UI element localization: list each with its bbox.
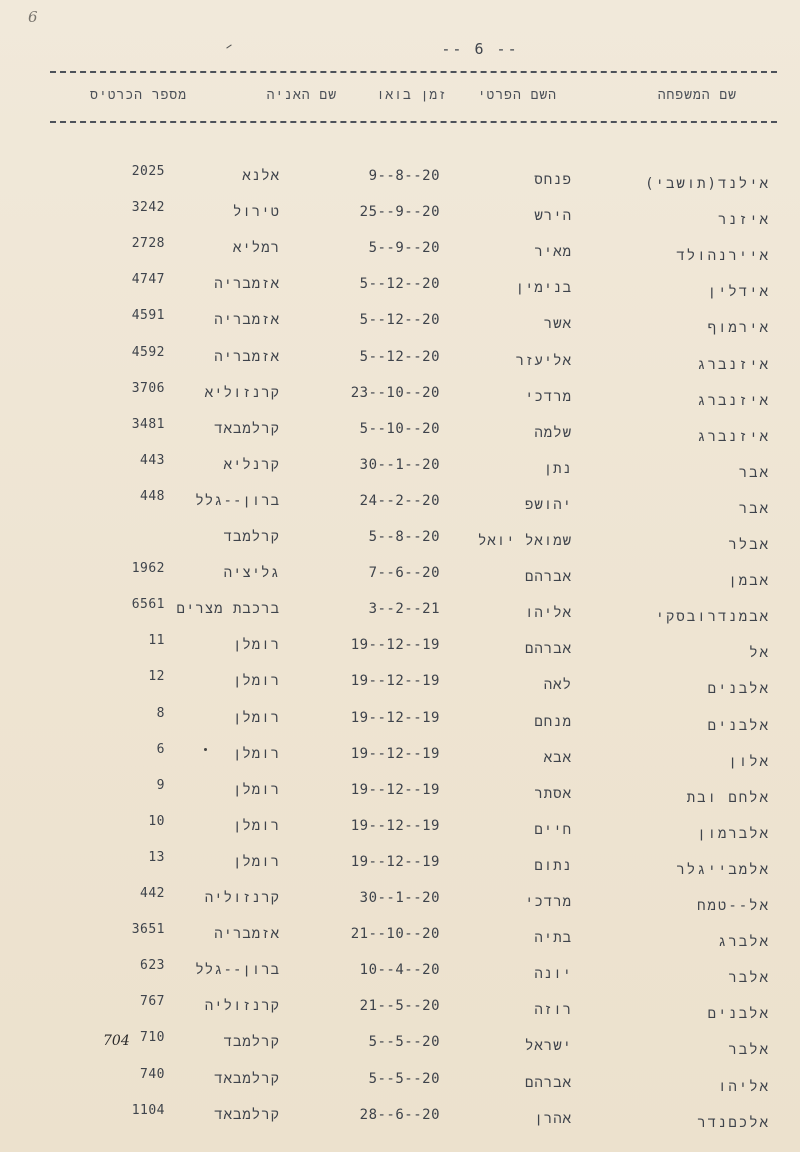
record-row (0, 597, 800, 631)
card-number-cell: 4592 (131, 345, 165, 360)
ship-name-cell: ברון--גלל (195, 493, 280, 509)
ink-dot (204, 748, 207, 751)
card-number-cell: 442 (140, 886, 165, 901)
record-row (0, 633, 800, 667)
first-name-cell: נתום (534, 858, 572, 874)
card-number-cell: 9 (156, 778, 165, 793)
first-name-cell: שלמה (534, 425, 572, 441)
first-name-cell: מאיר (534, 244, 572, 260)
record-row (0, 778, 800, 812)
first-name-cell: אברהם (524, 1075, 572, 1091)
family-name-cell: אידלין (707, 284, 770, 300)
first-name-cell: אליהו (524, 605, 572, 621)
ship-name-cell: קרלמבאד (214, 1071, 280, 1087)
arrival-date-cell: 19--12--19 (350, 818, 440, 834)
family-name-cell: אלבר (728, 970, 770, 986)
card-number-cell: 6 (156, 742, 165, 757)
family-name-cell: אילנד(תושבי) (645, 176, 770, 192)
family-name-cell: אלון (728, 754, 770, 770)
record-row (0, 850, 800, 884)
first-name-cell: יהושפ (524, 497, 572, 513)
first-name-cell: אבא (543, 750, 572, 766)
record-row (0, 529, 800, 559)
ship-name-cell: רומלן (232, 637, 280, 653)
card-number-cell: 13 (148, 850, 165, 865)
ship-name-cell: ברכבת מצרים (176, 601, 280, 617)
ship-name-cell: קרלמבד (223, 529, 280, 545)
ship-name-cell: אזמבריה (214, 276, 280, 292)
ship-name-cell: אזמבריה (214, 349, 280, 365)
family-name-cell: אבמן (728, 573, 770, 589)
family-name-cell: איזנברג (697, 357, 770, 373)
first-name-cell: לאה (543, 677, 572, 693)
first-name-cell: מרדכי (524, 389, 572, 405)
arrival-date-cell: 21--5--20 (359, 998, 440, 1014)
arrival-date-cell: 19--12--19 (350, 782, 440, 798)
card-number-cell: 10 (148, 814, 165, 829)
arrival-date-cell: 21--10--20 (350, 926, 440, 942)
family-name-cell: אבר (738, 501, 770, 517)
arrival-date-cell: 24--2--20 (359, 493, 440, 509)
record-row (0, 958, 800, 992)
family-name-cell: אלמבייגלר (676, 862, 770, 878)
header-family-name: שם המשפחה (657, 88, 737, 103)
record-row (0, 814, 800, 848)
first-name-cell: אברהם (524, 569, 572, 585)
record-row (0, 236, 800, 270)
ship-name-cell: אזמבריה (214, 312, 280, 328)
arrival-date-cell: 5--12--20 (359, 349, 440, 365)
record-row (0, 417, 800, 451)
arrival-date-cell: 5--5--20 (368, 1034, 440, 1050)
card-number-cell: 12 (148, 669, 165, 684)
family-name-cell: אבמנדרובסקי (655, 609, 770, 625)
ship-name-cell: רומלן (232, 746, 280, 762)
family-name-cell: אל (749, 645, 770, 661)
ship-name-cell: ברון--גלל (195, 962, 280, 978)
record-row (0, 742, 800, 776)
family-name-cell: אלברמון (697, 826, 770, 842)
header-card-number: מספר הכרטיס (90, 88, 187, 103)
card-number-cell: 623 (140, 958, 165, 973)
first-name-cell: מרדכי (524, 894, 572, 910)
first-name-cell: חיים (534, 822, 572, 838)
first-name-cell: אשר (543, 316, 572, 332)
first-name-cell: אברהם (524, 641, 572, 657)
handwritten-annotation: 704 (103, 1033, 130, 1049)
ship-name-cell: רומלן (232, 710, 280, 726)
first-name-cell: שמואל יואל (477, 533, 572, 549)
card-number-cell: 3651 (131, 922, 165, 937)
ship-name-cell: קרנזוליא (204, 385, 280, 401)
family-name-cell: אבלר (728, 537, 770, 553)
card-number-cell: 740 (140, 1067, 165, 1082)
record-row (0, 345, 800, 379)
card-number-cell: 4591 (131, 308, 165, 323)
first-name-cell: יונה (534, 966, 572, 982)
family-name-cell: אלבנים (707, 1006, 770, 1022)
card-number-cell: 710 (140, 1030, 165, 1045)
arrival-date-cell: 19--12--19 (350, 746, 440, 762)
record-row (0, 1103, 800, 1137)
ship-name-cell: רומלן (232, 782, 280, 798)
card-number-cell: 443 (140, 453, 165, 468)
header-arrival-time: זמן בואו (376, 88, 447, 103)
card-number-cell: 4747 (131, 272, 165, 287)
first-name-cell: נתן (543, 461, 572, 477)
record-row (0, 453, 800, 487)
ship-name-cell: רומלן (232, 818, 280, 834)
ship-name-cell: קרנליא (223, 457, 280, 473)
ship-name-cell: אלנא (242, 168, 280, 184)
card-number-cell: 767 (140, 994, 165, 1009)
family-name-cell: אירמוף (707, 320, 770, 336)
ship-name-cell: קרלמבאד (214, 1107, 280, 1123)
first-name-cell: אהרן (534, 1111, 572, 1127)
arrival-date-cell: 5--5--20 (368, 1071, 440, 1087)
record-row (0, 706, 800, 740)
family-name-cell: אלבר (728, 1042, 770, 1058)
arrival-date-cell: 5--12--20 (359, 312, 440, 328)
arrival-date-cell: 19--12--19 (350, 710, 440, 726)
header-first-name: השם הפרטי (477, 88, 557, 103)
first-name-cell: מנחם (534, 714, 572, 730)
ship-name-cell: רמליא (232, 240, 280, 256)
record-row (0, 669, 800, 703)
first-name-cell: הירש (534, 208, 572, 224)
first-name-cell: ישראל (524, 1038, 572, 1054)
arrival-date-cell: 19--12--19 (350, 854, 440, 870)
family-name-cell: אבר (738, 465, 770, 481)
record-row (0, 1067, 800, 1101)
card-number-cell: 448 (140, 489, 165, 504)
record-row (0, 200, 800, 234)
card-number-cell: 1104 (131, 1103, 165, 1118)
arrival-date-cell: 3--2--21 (368, 601, 440, 617)
arrival-date-cell: 23--10--20 (350, 385, 440, 401)
first-name-cell: אסתר (534, 786, 572, 802)
arrival-date-cell: 30--1--20 (359, 890, 440, 906)
ship-name-cell: אזמבריה (214, 926, 280, 942)
family-name-cell: אלבנים (707, 718, 770, 734)
corner-page-mark: 6 (28, 8, 38, 26)
card-number-cell: 3242 (131, 200, 165, 215)
first-name-cell: אליעזר (515, 353, 572, 369)
card-number-cell: 3481 (131, 417, 165, 432)
arrival-date-cell: 5--12--20 (359, 276, 440, 292)
ship-name-cell: קרלמבד (223, 1034, 280, 1050)
record-row (0, 308, 800, 342)
family-name-cell: אליהו (717, 1079, 770, 1095)
arrival-date-cell: 5--10--20 (359, 421, 440, 437)
arrival-date-cell: 9--8--20 (368, 168, 440, 184)
card-number-cell: 1962 (131, 561, 165, 576)
family-name-cell: איזנברג (697, 429, 770, 445)
card-number-cell: 2728 (131, 236, 165, 251)
record-row (0, 561, 800, 595)
first-name-cell: בתיה (534, 930, 572, 946)
arrival-date-cell: 28--6--20 (359, 1107, 440, 1123)
record-row (0, 994, 800, 1028)
arrival-date-cell: 30--1--20 (359, 457, 440, 473)
record-row (0, 164, 800, 198)
family-name-cell: איזנר (717, 212, 770, 228)
family-name-cell: איזנברג (697, 393, 770, 409)
record-row (0, 886, 800, 920)
arrival-date-cell: 5--8--20 (368, 529, 440, 545)
arrival-date-cell: 7--6--20 (368, 565, 440, 581)
ship-name-cell: קרנזוליה (204, 890, 280, 906)
arrival-date-cell: 19--12--19 (350, 637, 440, 653)
card-number-cell: 6561 (131, 597, 165, 612)
first-name-cell: רוזה (534, 1002, 572, 1018)
family-name-cell: אל--טמח (697, 898, 770, 914)
ship-name-cell: רומלן (232, 673, 280, 689)
family-name-cell: איירנהולד (676, 248, 770, 264)
family-name-cell: אלברג (717, 934, 770, 950)
family-name-cell: אלחם ובת (686, 790, 770, 806)
card-number-cell: 8 (156, 706, 165, 721)
page-number: -- 6 -- (441, 40, 519, 58)
card-number-cell: 11 (148, 633, 165, 648)
record-row (0, 922, 800, 956)
family-name-cell: אלבנים (707, 681, 770, 697)
header-ship-name: שם האניה (266, 88, 337, 103)
ship-name-cell: גליציה (223, 565, 280, 581)
record-row (0, 381, 800, 415)
card-number-cell: 3706 (131, 381, 165, 396)
card-number-cell: 2025 (131, 164, 165, 179)
record-row (0, 272, 800, 306)
ship-name-cell: קרנזוליה (204, 998, 280, 1014)
arrival-date-cell: 19--12--19 (350, 673, 440, 689)
ship-name-cell: רומלן (232, 854, 280, 870)
ship-name-cell: טירול (232, 204, 280, 220)
record-row (0, 489, 800, 523)
arrival-date-cell: 5--9--20 (368, 240, 440, 256)
first-name-cell: בנימין (515, 280, 572, 296)
arrival-date-cell: 10--4--20 (359, 962, 440, 978)
first-name-cell: פנחס (534, 172, 572, 188)
arrival-date-cell: 25--9--20 (359, 204, 440, 220)
ship-name-cell: קרלמבאד (214, 421, 280, 437)
family-name-cell: אלכםנדר (697, 1115, 770, 1131)
